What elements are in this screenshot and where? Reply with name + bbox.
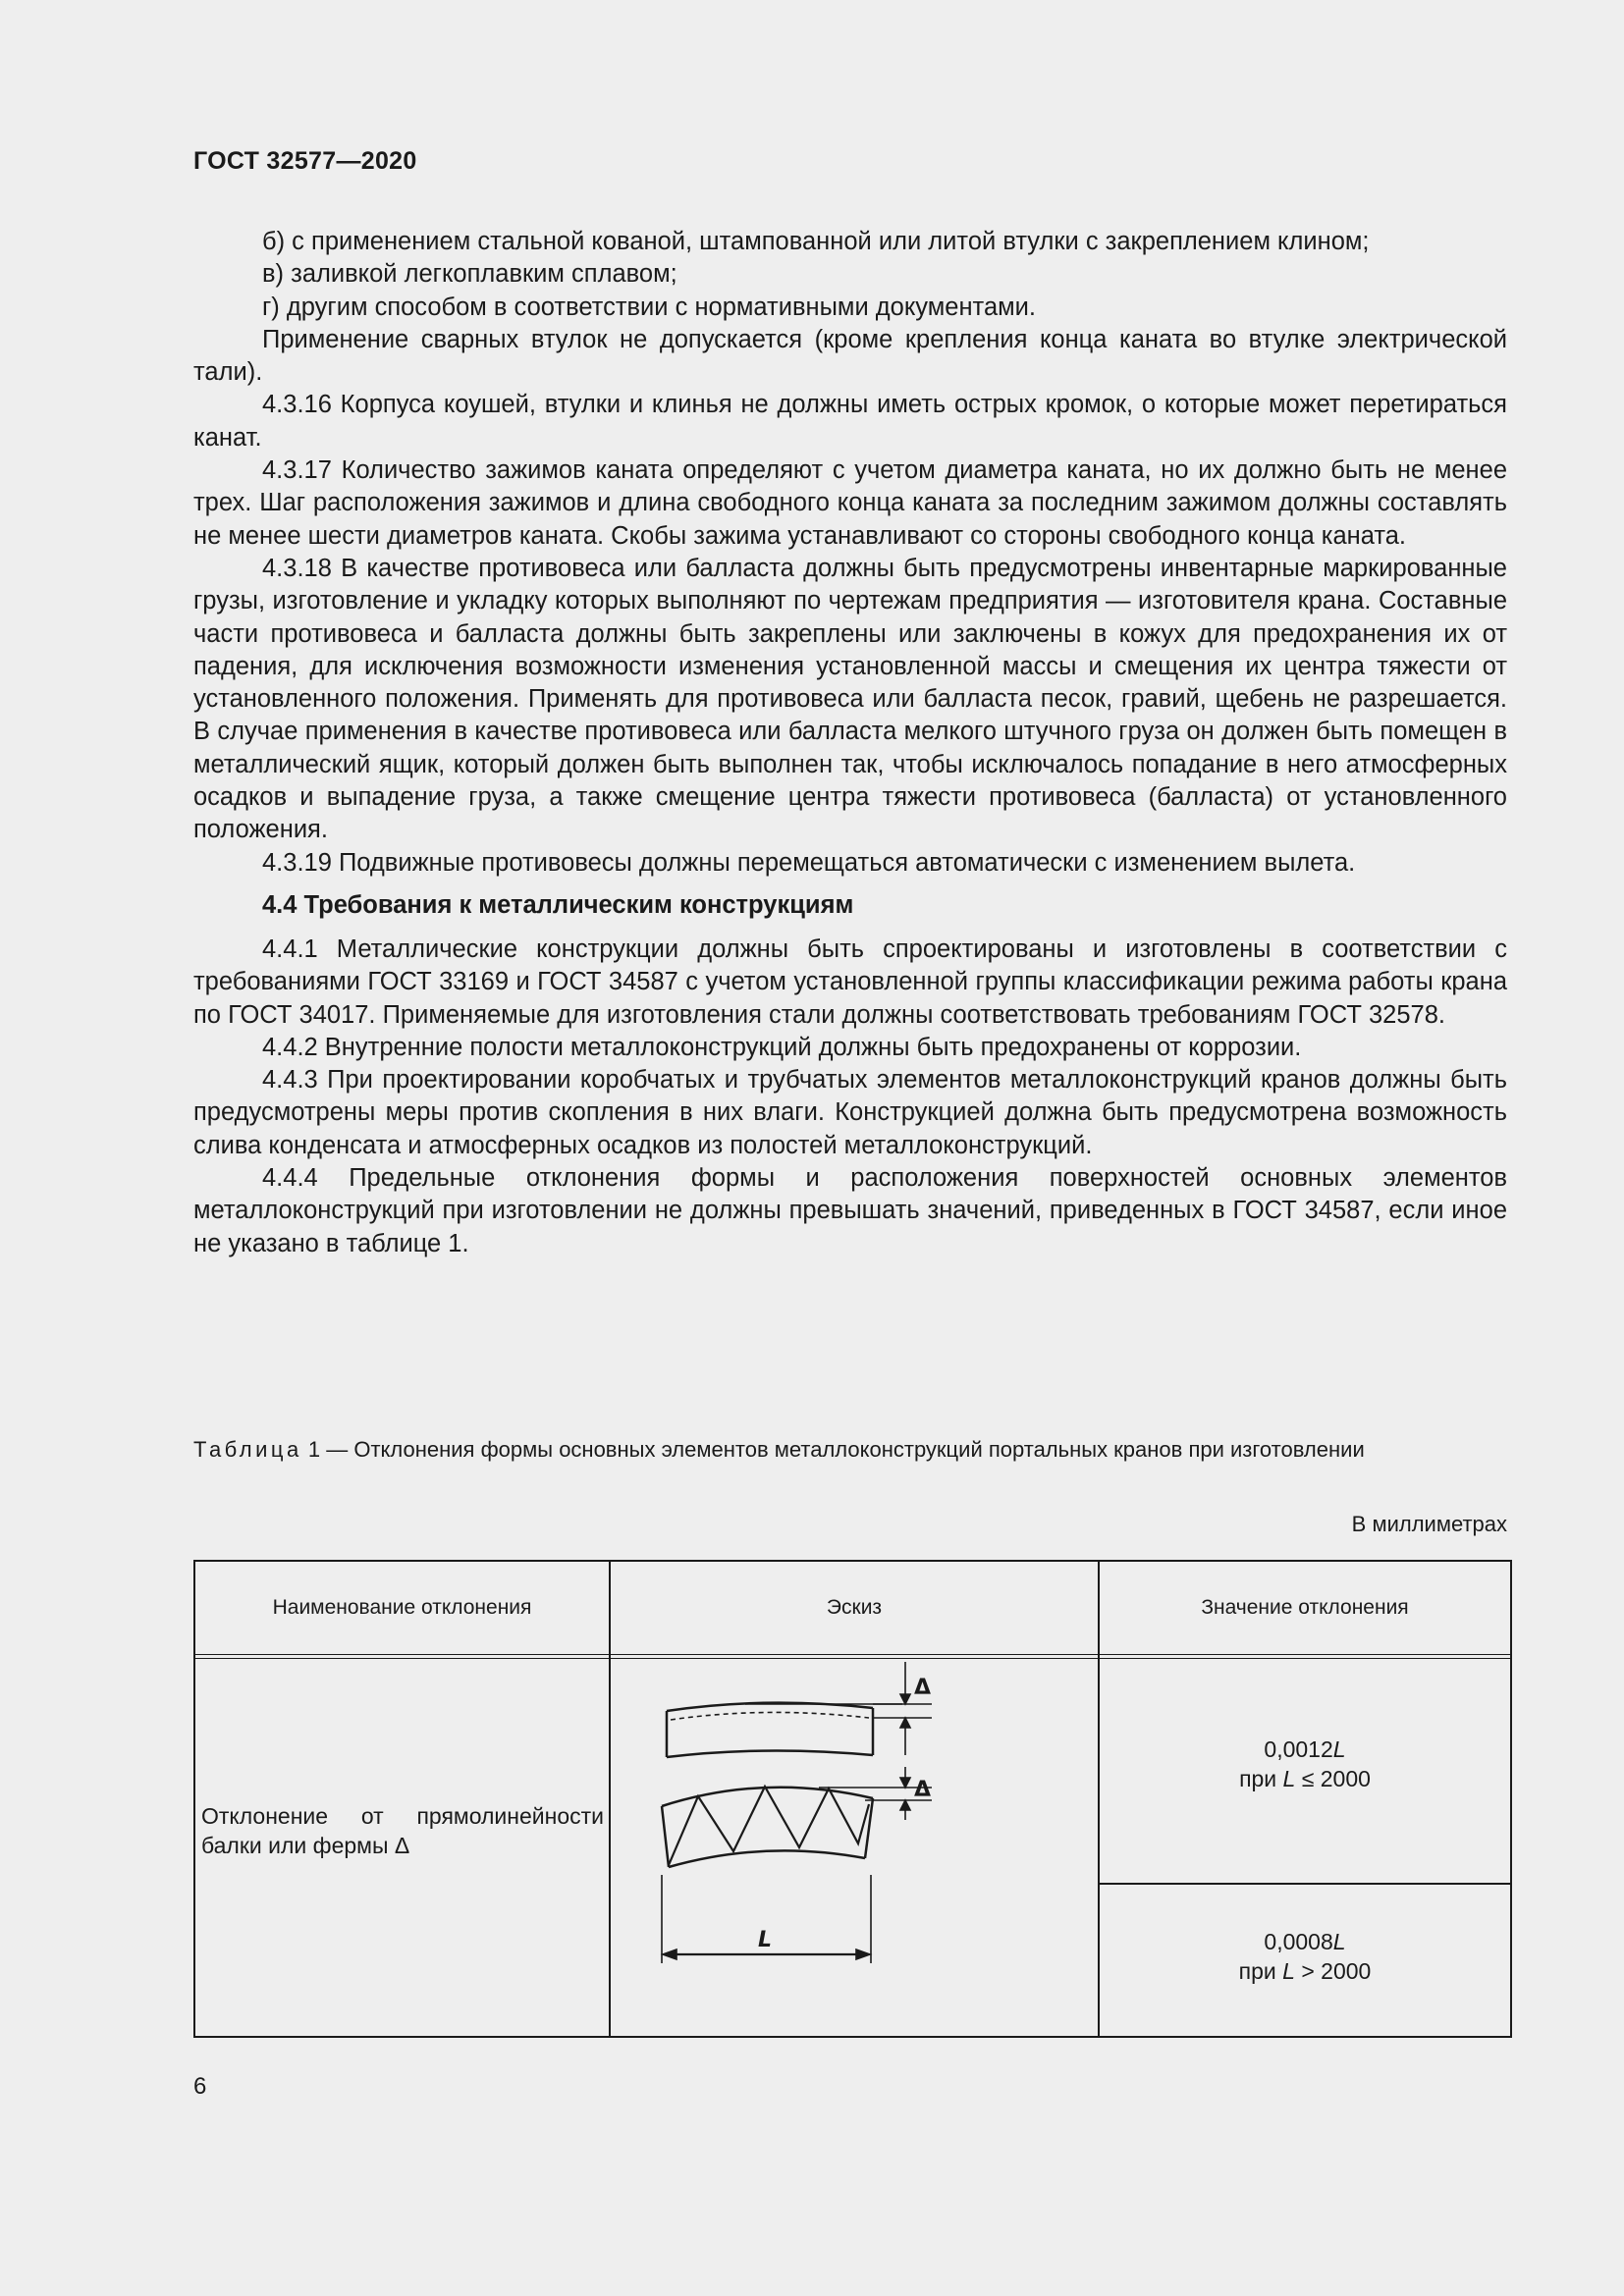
value-condition: > 2000 [1294,1958,1372,1984]
page-number: 6 [193,2073,207,2100]
value-number: 0,0012 [1264,1736,1333,1762]
paragraph: 4.3.16 Корпуса коушей, втулки и клинья не должны иметь острых кромок, о которые может перетираться канат. [193,391,1507,452]
delta-label-bottom: Δ [914,1778,932,1802]
section-heading: 4.4 Требования к металлическим конструкциям [262,890,854,919]
table-caption-text: 1 — Отклонения формы основных элементов металлоконструкций портальных кранов при изготовлении [301,1437,1365,1462]
header-deviation-name: Наименование отклонения [272,1596,532,1619]
paragraph: в) заливкой легкоплавким сплавом; [262,260,677,289]
value-number: 0,0008 [1264,1929,1333,1954]
body-text [193,226,1507,1260]
value-condition-variable: L [1282,1766,1296,1791]
document-code: ГОСТ 32577—2020 [193,147,417,175]
paragraph: г) другим способом в соответствии с нормативными документами. [262,293,1036,321]
paragraph: 4.3.18 В качестве противовеса или балласта должны быть предусмотрены инвентарные маркированные грузы, изготовление и укладку которых выполняют по чертежам предприятия — изготовителя крана. Составные части противовеса и балласта должны быть закреплены или заключены в кожух для предохранения их от падения, для исключения возможности изменения установленной массы и смещения их центра тяжести от установленного положения. Применять для противовеса или балласта песок, гравий, щебень не разрешается. В случае применения в качестве противовеса или балласта мелкого штучного груза он должен быть помещен в металлический ящик, который должен быть выполнен так, чтобы исключалось попадание в него атмосферных осадков и выпадение груза, а также смещение центра тяжести противовеса (балласта) от установленного положения. [193,554,1507,844]
header-deviation-value: Значение отклонения [1201,1596,1409,1619]
table-caption [193,1435,1507,1465]
value-condition: ≤ 2000 [1295,1766,1371,1791]
header-sketch: Эскиз [826,1596,883,1619]
paragraph: 4.4.4 Предельные отклонения формы и расположения поверхностей основных элементов металлоконструкций при изготовлении не должны превышать значений, приведенных в ГОСТ 34587, если иное не указано в таблице 1. [193,1164,1507,1257]
paragraph: 4.4.1 Металлические конструкции должны быть спроектированы и изготовлены в соответствии с требованиями ГОСТ 33169 и ГОСТ 34587 с учетом установленной группы классификации режима работы крана по ГОСТ 34017. Применяемые для изготовления стали должны соответствовать требованиям ГОСТ 32578. [193,934,1507,1029]
value-condition-prefix: при [1238,1958,1283,1984]
beam-drawing [667,1703,902,1757]
delta-label-top: Δ [914,1676,932,1700]
paragraph: б) с применением стальной кованой, штампованной или литой втулки с закреплением клином; [262,228,1370,255]
table-header-rule [195,1654,1510,1655]
beam-truss-sketch [608,1657,1093,2030]
value-variable: L [1332,1736,1346,1762]
value-condition-variable: L [1282,1958,1295,1984]
value-variable: L [1332,1929,1346,1954]
deviation-name: Отклонение от прямолинейности балки или фермы Δ [201,1803,604,1858]
table-caption-label: Таблица [193,1437,302,1462]
table-units: В миллиметрах [1351,1512,1507,1536]
value-condition-prefix: при [1239,1766,1283,1791]
deviation-value-large-span [1100,1927,1510,1986]
truss-drawing [662,1787,873,1867]
table-value-divider [1100,1883,1510,1885]
deviation-table [193,1560,1512,2038]
paragraph: 4.3.17 Количество зажимов каната определяют с учетом диаметра каната, но их должно быть не менее трех. Шаг расположения зажимов и длина свободного конца каната за последним зажимом должны составлять не менее шести диаметров каната. Скобы зажима устанавливают со стороны свободного конца каната. [193,456,1507,550]
paragraph: 4.3.19 Подвижные противовесы должны перемещаться автоматически с изменением вылета. [262,848,1356,877]
length-label: L [757,1928,773,1952]
paragraph: 4.4.3 При проектировании коробчатых и трубчатых элементов металлоконструкций кранов должны быть предусмотрены меры против скопления в них влаги. Конструкцией должна быть предусмотрена возможность слива конденсата и атмосферных осадков из полостей металлоконструкций. [193,1066,1507,1159]
paragraph: 4.4.2 Внутренние полости металлоконструкций должны быть предохранены от коррозии. [262,1033,1302,1061]
paragraph: Применение сварных втулок не допускается (кроме крепления конца каната во втулке электрической тали). [193,325,1507,387]
deviation-value-small-span [1100,1735,1510,1793]
